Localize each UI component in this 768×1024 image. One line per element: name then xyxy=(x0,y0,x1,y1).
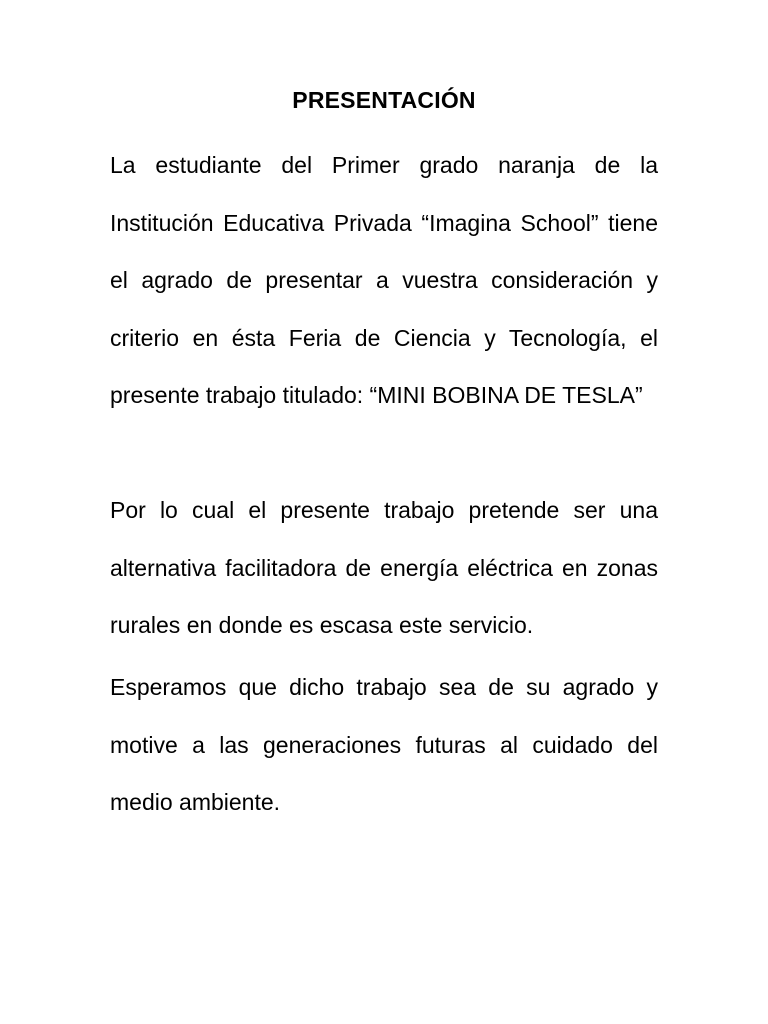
paragraph-closing: Esperamos que dicho trabajo sea de su agrado y motive a las generaciones futuras al cuidado del medio ambiente. xyxy=(110,674,658,816)
paragraph-presentation: La estudiante del Primer grado naranja de la Institución Educativa Privada “Imagina School” tiene el agrado de presentar a vuestra consideración y criterio en ésta Feria de Ciencia y Tecnología, el presente trabajo titulado: “MINI BOBINA DE TESLA” xyxy=(110,152,658,409)
page-title: PRESENTACIÓN xyxy=(292,87,476,113)
paragraph-purpose: Por lo cual el presente trabajo pretende ser una alternativa facilitadora de energía eléctrica en zonas rurales en donde es escasa este servicio. xyxy=(110,497,658,639)
